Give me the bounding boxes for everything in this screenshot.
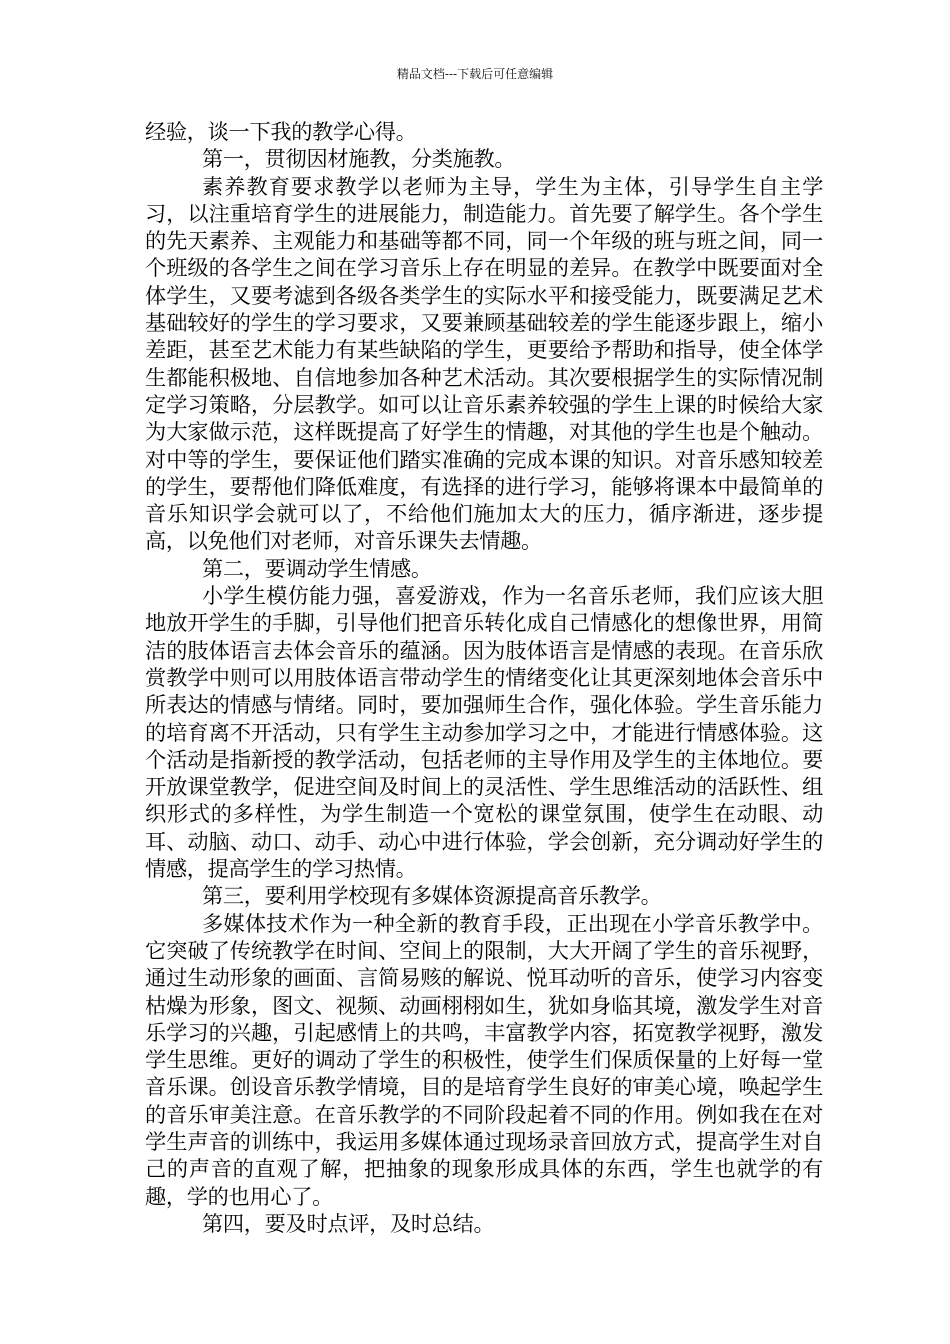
page-header: 精品文档---下载后可任意编辑 [396,67,554,81]
heading-point-two: 第二，要调动学生情感。 [202,555,432,581]
heading-point-one: 第一，贯彻因材施教，分类施教。 [202,146,516,172]
paragraph-intro-continuation: 经验，谈一下我的教学心得。 [145,119,417,144]
paragraph-point-three: 多媒体技术作为一种全新的教育手段，正出现在小学音乐教学中。它突破了传统教学在时间、空间上的限制，大大开阔了学生的音乐视野，通过生动形象的画面、言简易赅的解说、悦耳动听的音乐，使学习内容变枯燥为形象，图文、视频、动画栩栩如生，犹如身临其境，激发学生对音乐学习的兴趣，引起感情上的共鸣，丰富教学内容，拓宽教学视野，激发学生思维。更好的调动了学生的积极性，使学生们保质保量的上好每一堂音乐课。创设音乐教学情境，目的是培育学生良好的审美心境，唤起学生的音乐审美注意。在音乐教学的不同阶段起着不同的作用。例如我在在对学生声音的训练中，我运用多媒体通过现场录音回放方式，提高学生对自己的声音的直观了解，把抽象的现象形成具体的东西，学生也就学的有趣，学的也用心了。 [145,910,823,1209]
heading-point-four: 第四，要及时点评，及时总结。 [202,1210,495,1236]
paragraph-point-one: 素养教育要求教学以老师为主导，学生为主体，引导学生自主学习，以注重培育学生的进展能力，制造能力。首先要了解学生。各个学生的先天素养、主观能力和基础等都不同，同一个年级的班与班之间，同一个班级的各学生之间在学习音乐上存在明显的差异。在教学中既要面对全体学生，又要考滤到各级各类学生的实际水平和接受能力，既要满足艺术基础较好的学生的学习要求，又要兼顾基础较差的学生能逐步跟上，缩小差距，甚至艺术能力有某些缺陷的学生，更要给予帮助和指导，使全体学生都能积极地、自信地参加各种艺术活动。其次要根据学生的实际情况制定学习策略，分层教学。如可以让音乐素养较强的学生上课的时候给大家为大家做示范，这样既提高了好学生的情趣，对其他的学生也是个触动。对中等的学生，要保证他们踏实准确的完成本课的知识。对音乐感知较差的学生，要帮他们降低难度，有选择的进行学习，能够将课本中最简单的音乐知识学会就可以了，不给他们施加太大的压力，循序渐进，逐步提高，以免他们对老师，对音乐课失去情趣。 [145,173,823,554]
document-body [145,118,823,1237]
paragraph-point-two: 小学生模仿能力强，喜爱游戏，作为一名音乐老师，我们应该大胆地放开学生的手脚，引导他们把音乐转化成自己情感化的想像世界，用简洁的肢体语言去体会音乐的蕴涵。因为肢体语言是情感的表现。在音乐欣赏教学中则可以用肢体语言带动学生的情绪变化让其更深刻地体会音乐中所表达的情感与情绪。同时，要加强师生合作，强化体验。学生音乐能力的培育离不开活动，只有学生主动参加学习之中，才能进行情感体验。这个活动是指新授的教学活动，包括老师的主导作用及学生的主体地位。要开放课堂教学，促进空间及时间上的灵活性、学生思维活动的活跃性、组织形式的多样性，为学生制造一个宽松的课堂氛围，使学生在动眼、动耳、动脑、动口、动手、动心中进行体验，学会创新，充分调动好学生的情感，提高学生的学习热情。 [145,583,823,882]
heading-point-three: 第三，要利用学校现有多媒体资源提高音乐教学。 [202,883,662,909]
